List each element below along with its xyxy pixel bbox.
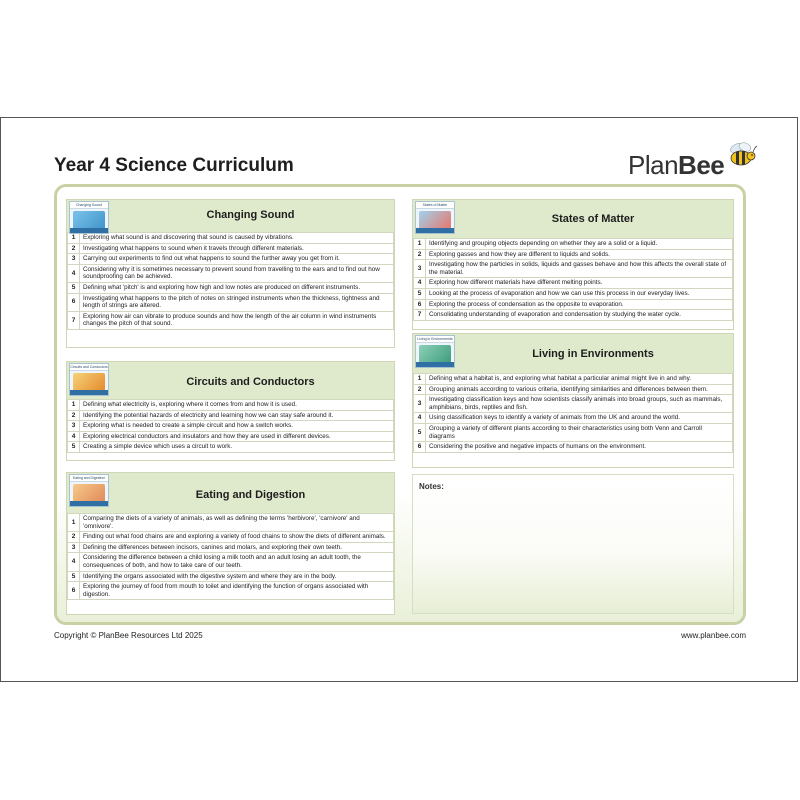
lesson-description: Exploring what is needed to create a simple circuit and how a switch works. [80, 421, 394, 432]
table-row [414, 278, 733, 289]
thumbnail-label: Circuits and Conductors [70, 365, 108, 369]
lesson-number: 1 [68, 400, 80, 411]
panel-changing-sound [66, 199, 395, 348]
table-row [68, 582, 394, 600]
table-row [68, 233, 394, 244]
panel-title: Changing Sound [206, 209, 295, 221]
table-row [68, 400, 394, 411]
table-row [68, 293, 394, 311]
lesson-description: Investigating how the particles in solids, liquids and gasses behave and how this affects the overall state of the material. [426, 260, 733, 278]
lesson-number: 6 [414, 442, 426, 453]
thumbnail-label: Living in Environments [417, 337, 453, 341]
lesson-number: 3 [414, 395, 426, 413]
lesson-description: Exploring the journey of food from mouth to toilet and identifying the function of organs associated with digestion. [80, 582, 394, 600]
lesson-description: Identifying and grouping objects depending on whether they are a solid or a liquid. [426, 239, 733, 250]
lesson-description: Carrying out experiments to find out what happens to sound the further away you get from it. [80, 254, 394, 265]
table-row [68, 532, 394, 543]
lesson-table [413, 238, 733, 321]
lesson-number: 1 [414, 239, 426, 250]
bee-icon [725, 140, 759, 170]
lesson-number: 4 [68, 431, 80, 442]
notes-box[interactable] [412, 474, 734, 614]
lesson-number: 5 [68, 571, 80, 582]
panel-header [67, 473, 394, 513]
lesson-description: Defining what electricity is, exploring where it comes from and how it is used. [80, 400, 394, 411]
lesson-number: 4 [414, 413, 426, 424]
table-row [414, 395, 733, 413]
table-row [414, 299, 733, 310]
panel-circuits [66, 361, 395, 461]
lesson-number: 5 [414, 423, 426, 441]
table-row [68, 254, 394, 265]
table-row [68, 514, 394, 532]
table-row [68, 431, 394, 442]
lesson-description: Exploring gasses and how they are different to liquids and solids. [426, 249, 733, 260]
lesson-number: 1 [68, 233, 80, 244]
lesson-description: Using classification keys to identify a variety of animals from the UK and around the world. [426, 413, 733, 424]
lesson-number: 6 [414, 299, 426, 310]
lesson-description: Considering the difference between a child losing a milk tooth and an adult losing an adult tooth, the consequences of both, and how to take care of our teeth. [80, 553, 394, 571]
table-row [414, 384, 733, 395]
lesson-number: 2 [68, 243, 80, 254]
lesson-number: 2 [68, 410, 80, 421]
page-title: Year 4 Science Curriculum [54, 155, 294, 176]
thumbnail-label: Eating and Digestion [70, 475, 108, 482]
table-row [414, 423, 733, 441]
table-row [68, 410, 394, 421]
panel-eating-digestion [66, 472, 395, 615]
lesson-number: 3 [414, 260, 426, 278]
lesson-number: 4 [414, 278, 426, 289]
lesson-description: Exploring what sound is and discovering that sound is caused by vibrations. [80, 233, 394, 244]
panel-title: States of Matter [551, 213, 635, 225]
lesson-description: Looking at the process of evaporation and how we can use this process in our everyday lives. [426, 288, 733, 299]
table-row [414, 249, 733, 260]
lesson-description: Identifying the organs associated with the digestive system and where they are in the body. [80, 571, 394, 582]
table-row [68, 282, 394, 293]
lesson-number: 4 [68, 264, 80, 282]
lesson-number: 2 [414, 384, 426, 395]
table-row [68, 311, 394, 329]
lesson-description: Exploring how air can vibrate to produce sounds and how the length of the air column in wind instruments changes the pitch of that sound. [80, 311, 394, 329]
table-row [68, 421, 394, 432]
lesson-number: 6 [68, 293, 80, 311]
panel-header [67, 200, 394, 232]
lesson-description: Defining what a habitat is, and exploring what habitat a particular animal might live in and why. [426, 374, 733, 385]
table-row [68, 442, 394, 453]
lesson-description: Investigating what happens to the pitch of notes on stringed instruments when the thickness, tightness and length of strings are altered. [80, 293, 394, 311]
lesson-number: 1 [414, 374, 426, 385]
lesson-number: 6 [68, 582, 80, 600]
notes-label: Notes: [419, 482, 444, 491]
lesson-description: Comparing the diets of a variety of animals, as well as defining the terms 'herbivore', 'carnivore' and 'omnivore'. [80, 514, 394, 532]
table-row [414, 288, 733, 299]
table-row [68, 542, 394, 553]
table-row [414, 374, 733, 385]
lesson-number: 4 [68, 553, 80, 571]
lesson-description: Finding out what food chains are and exploring a variety of food chains to show the diets of different animals. [80, 532, 394, 543]
lesson-number: 2 [68, 532, 80, 543]
copyright-text: Copyright © PlanBee Resources Ltd 2025 [54, 631, 203, 640]
table-row [414, 413, 733, 424]
planbee-logo [628, 150, 724, 181]
lesson-table [67, 232, 394, 330]
lesson-table [67, 399, 394, 453]
thumbnail-label: Changing Sound [70, 202, 108, 209]
logo-bee-text: Bee [678, 150, 725, 180]
table-row [414, 310, 733, 321]
panel-header [67, 362, 394, 399]
panel-states-of-matter [412, 199, 734, 330]
table-row [68, 243, 394, 254]
panel-title: Living in Environments [532, 348, 654, 360]
table-row [414, 442, 733, 453]
lesson-number: 5 [68, 442, 80, 453]
panel-header [413, 334, 733, 373]
lesson-description: Grouping a variety of different plants according to their characteristics using both Venn and Carroll diagrams [426, 423, 733, 441]
lesson-description: Consolidating understanding of evaporation and condensation by studying the water cycle. [426, 310, 733, 321]
lesson-description: Creating a simple device which uses a circuit to work. [80, 442, 394, 453]
lesson-number: 3 [68, 421, 80, 432]
panel-title: Circuits and Conductors [186, 376, 315, 388]
logo-plan-text: Plan [628, 150, 679, 180]
lesson-description: Grouping animals according to various criteria, identifying similarities and differences between them. [426, 384, 733, 395]
panel-header [413, 200, 733, 238]
table-row [414, 260, 733, 278]
lesson-description: Identifying the potential hazards of electricity and learning how we can stay safe around it. [80, 410, 394, 421]
lesson-number: 3 [68, 542, 80, 553]
lesson-description: Exploring the process of condensation as the opposite to evaporation. [426, 299, 733, 310]
table-row [68, 571, 394, 582]
lesson-description: Defining what 'pitch' is and exploring how high and low notes are produced on different instruments. [80, 282, 394, 293]
lesson-number: 1 [68, 514, 80, 532]
table-row [68, 264, 394, 282]
lesson-table [413, 373, 733, 453]
lesson-description: Considering the positive and negative impacts of humans on the environment. [426, 442, 733, 453]
lesson-number: 7 [414, 310, 426, 321]
lesson-description: Defining the differences between incisors, canines and molars, and exploring their own teeth. [80, 542, 394, 553]
panel-title: Eating and Digestion [195, 489, 306, 501]
lesson-description: Investigating what happens to sound when it travels through different materials. [80, 243, 394, 254]
lesson-number: 3 [68, 254, 80, 265]
lesson-description: Exploring how different materials have different melting points. [426, 278, 733, 289]
website-link[interactable]: www.planbee.com [681, 631, 746, 640]
lesson-description: Exploring electrical conductors and insulators and how they are used in different devices. [80, 431, 394, 442]
panel-living-environments [412, 333, 734, 468]
lesson-number: 2 [414, 249, 426, 260]
lesson-number: 5 [68, 282, 80, 293]
lesson-description: Investigating classification keys and how scientists classify animals into broad groups, such as mammals, amphibians, birds, reptiles and fish. [426, 395, 733, 413]
lesson-description: Considering why it is sometimes necessary to prevent sound from travelling to the ears and to find out how soundproofing can be achieved. [80, 264, 394, 282]
table-row [414, 239, 733, 250]
table-row [68, 553, 394, 571]
lesson-number: 5 [414, 288, 426, 299]
thumbnail-label: States of Matter [416, 202, 454, 209]
lesson-number: 7 [68, 311, 80, 329]
lesson-table [67, 513, 394, 600]
